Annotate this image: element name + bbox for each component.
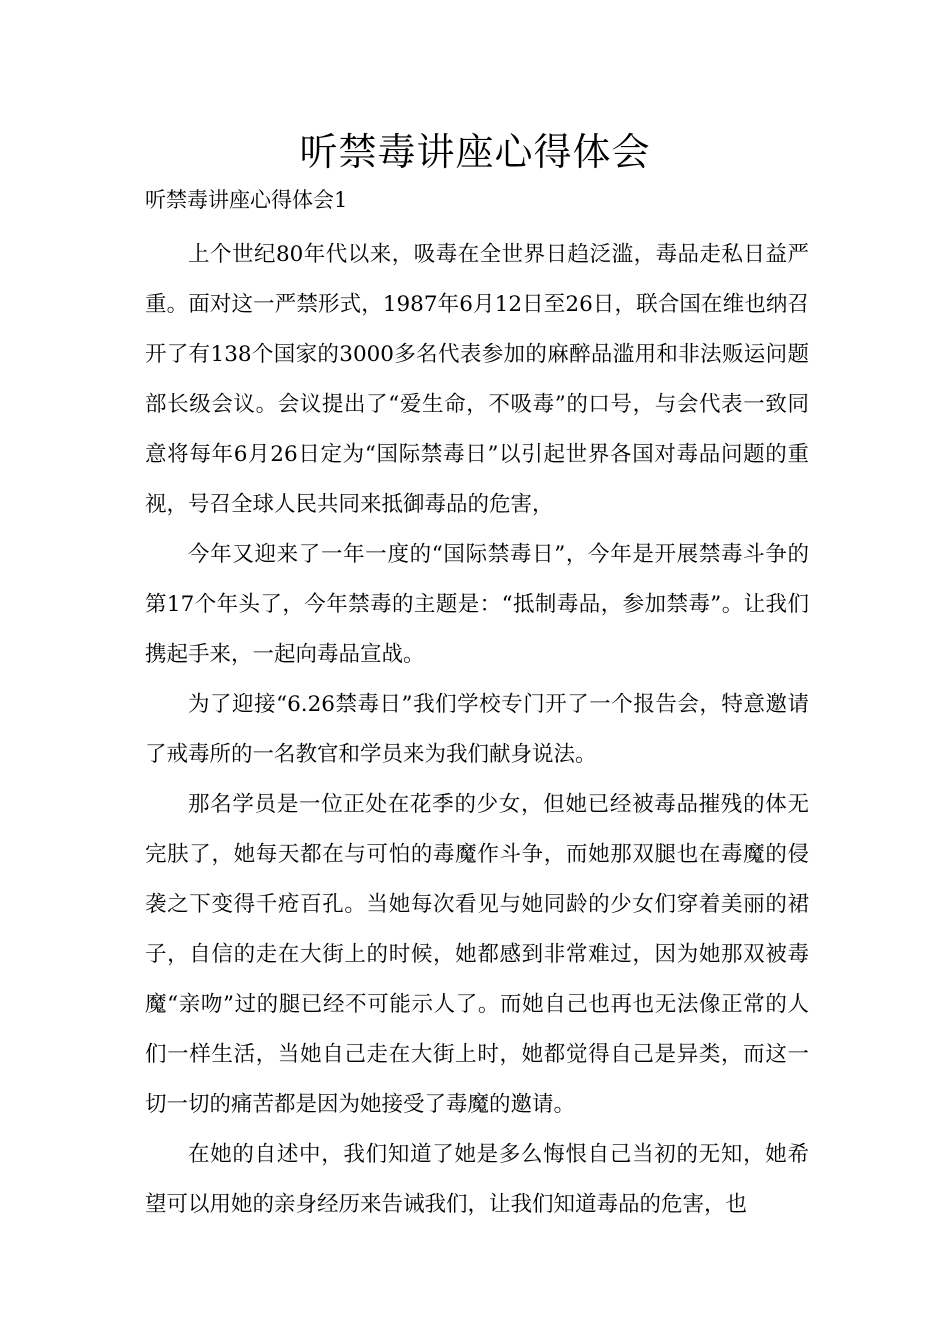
document-title: 听禁毒讲座心得体会 (299, 130, 651, 174)
paragraph-2: 今年又迎来了一年一度的“国际禁毒日”，今年是开展禁毒斗争的第17个年头了，今年禁毒的主题是：“抵制毒品，参加禁毒”。让我们携起手来，一起向毒品宣战。 (145, 542, 809, 667)
paragraph-4: 那名学员是一位正处在花季的少女，但她已经被毒品摧残的体无完肤了，她每天都在与可怕的毒魔作斗争，而她那双腿也在毒魔的侵袭之下变得千疮百孔。当她每次看见与她同龄的少女们穿着美丽的裙子，自信的走在大街上的时候，她都感到非常难过，因为她那双被毒魔“亲吻”过的腿已经不可能示人了。而她自己也再也无法像正常的人们一样生活，当她自己走在大街上时，她都觉得自己是异类，而这一切一切的痛苦都是因为她接受了毒魔的邀请。 (145, 792, 809, 1117)
paragraph-1: 上个世纪80年代以来，吸毒在全世界日趋泛滥，毒品走私日益严重。面对这一严禁形式，1987年6月12日至26日，联合国在维也纳召开了有138个国家的3000多名代表参加的麻醉品滥用和非法贩运问题部长级会议。会议提出了“爱生命，不吸毒”的口号，与会代表一致同意将每年6月26日定为“国际禁毒日”以引起世界各国对毒品问题的重视，号召全球人民共同来抵御毒品的危害， (145, 242, 809, 517)
document-subtitle: 听禁毒讲座心得体会1 (145, 188, 348, 212)
paragraph-3: 为了迎接“6.26禁毒日”我们学校专门开了一个报告会，特意邀请了戒毒所的一名教官和学员来为我们献身说法。 (145, 692, 809, 767)
paragraph-5: 在她的自述中，我们知道了她是多么悔恨自己当初的无知，她希望可以用她的亲身经历来告诫我们，让我们知道毒品的危害，也 (145, 1142, 809, 1217)
document-body (145, 230, 809, 1230)
